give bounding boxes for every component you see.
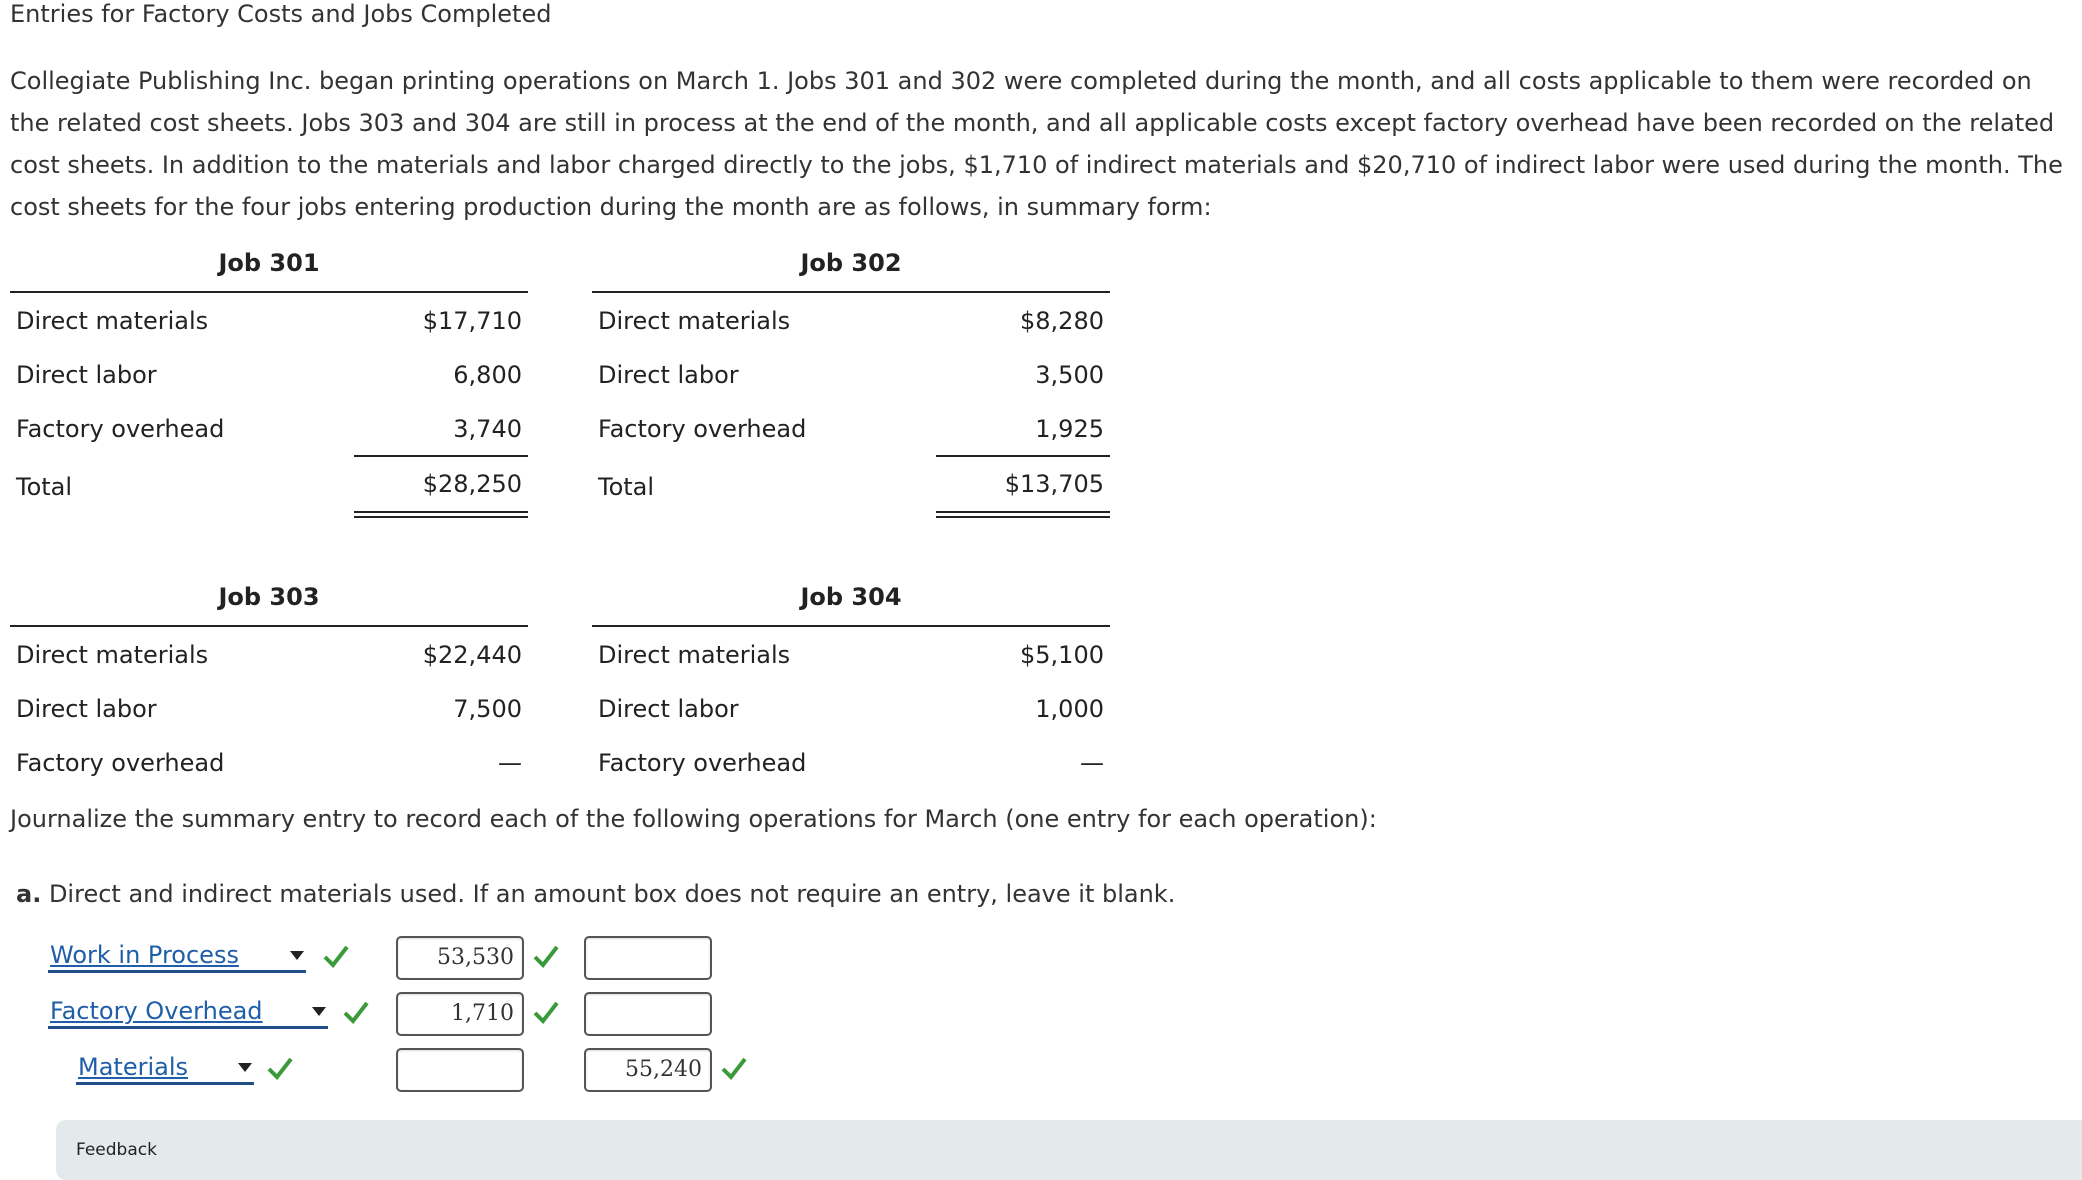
- job-302-dm-label: Direct materials: [598, 307, 791, 335]
- page-title: Entries for Factory Costs and Jobs Completed: [10, 0, 552, 28]
- job-302-fo-label: Factory overhead: [598, 415, 807, 443]
- job-301-dl-value: 6,800: [453, 361, 522, 389]
- job-301-fo-value: 3,740: [453, 415, 522, 443]
- part-a-text: Direct and indirect materials used. If an amount box does not require an entry, leave it blank.: [48, 880, 1176, 908]
- check-icon: [532, 998, 560, 1026]
- check-icon: [266, 1054, 294, 1082]
- job-302-title: Job 302: [800, 249, 902, 277]
- job-302-dl-value: 3,500: [1035, 361, 1104, 389]
- job-302-header-rule: [592, 291, 1110, 293]
- account-select-2[interactable]: [48, 996, 328, 1029]
- job-304-dm-value: $5,100: [1020, 641, 1104, 669]
- job-302-total-double-rule: [936, 511, 1110, 518]
- job-301-title: Job 301: [218, 249, 320, 277]
- part-a-prompt: [16, 880, 1175, 908]
- account-select-3-value: Materials: [78, 1053, 189, 1081]
- job-303-fo-value: —: [498, 749, 522, 777]
- job-302-dl-label: Direct labor: [598, 361, 739, 389]
- account-select-1[interactable]: [48, 940, 306, 973]
- job-303-dl-label: Direct labor: [16, 695, 157, 723]
- job-303-dl-value: 7,500: [453, 695, 522, 723]
- job-301-header-rule: [10, 291, 528, 293]
- job-302-dm-value: $8,280: [1020, 307, 1104, 335]
- job-303-title: Job 303: [218, 583, 320, 611]
- chevron-down-icon: [238, 1063, 252, 1072]
- job-301-dl-label: Direct labor: [16, 361, 157, 389]
- job-303-fo-label: Factory overhead: [16, 749, 225, 777]
- job-301-dm-value: $17,710: [422, 307, 522, 335]
- job-304-dl-value: 1,000: [1035, 695, 1104, 723]
- account-select-3[interactable]: [76, 1052, 254, 1085]
- part-a-letter: a.: [16, 880, 42, 908]
- job-303-header-rule: [10, 625, 528, 627]
- job-301-dm-label: Direct materials: [16, 307, 209, 335]
- check-icon: [720, 1054, 748, 1082]
- chevron-down-icon: [290, 951, 304, 960]
- check-icon: [342, 998, 370, 1026]
- credit-input-2[interactable]: [584, 992, 712, 1036]
- job-304-dm-label: Direct materials: [598, 641, 791, 669]
- account-select-1-value: Work in Process: [50, 941, 239, 969]
- job-304-fo-value: —: [1080, 749, 1104, 777]
- job-304-dl-label: Direct labor: [598, 695, 739, 723]
- job-301-fo-label: Factory overhead: [16, 415, 225, 443]
- job-302-subtotal-rule: [936, 455, 1110, 457]
- feedback-panel: [56, 1120, 2082, 1180]
- check-icon: [532, 942, 560, 970]
- credit-input-3[interactable]: 55,240: [584, 1048, 712, 1092]
- account-select-2-value: Factory Overhead: [50, 997, 263, 1025]
- check-icon: [322, 942, 350, 970]
- job-303-dm-value: $22,440: [422, 641, 522, 669]
- journal-instruction: Journalize the summary entry to record each of the following operations for March (one entry for each operation):: [10, 805, 1377, 833]
- job-301-total-value: $28,250: [422, 470, 522, 498]
- job-301-subtotal-rule: [354, 455, 528, 457]
- debit-input-1[interactable]: 53,530: [396, 936, 524, 980]
- debit-input-2[interactable]: 1,710: [396, 992, 524, 1036]
- chevron-down-icon: [312, 1007, 326, 1016]
- job-303-dm-label: Direct materials: [16, 641, 209, 669]
- job-302-total-value: $13,705: [1004, 470, 1104, 498]
- job-301-total-double-rule: [354, 511, 528, 518]
- job-304-fo-label: Factory overhead: [598, 749, 807, 777]
- job-302-total-label: Total: [598, 473, 655, 501]
- debit-input-3[interactable]: [396, 1048, 524, 1092]
- job-301-total-label: Total: [16, 473, 73, 501]
- job-304-header-rule: [592, 625, 1110, 627]
- credit-input-1[interactable]: [584, 936, 712, 980]
- job-304-title: Job 304: [800, 583, 902, 611]
- feedback-label: Feedback: [76, 1140, 157, 1160]
- job-302-fo-value: 1,925: [1035, 415, 1104, 443]
- problem-intro: Collegiate Publishing Inc. began printing operations on March 1. Jobs 301 and 302 were completed during the month, and all costs applicable to them were recorded on the related cost sheets. Jobs 303 and 304 are still in process at the end of the month, and all applicable costs except factory overhead have been recorded on the related cost sheets. In addition to the materials and labor charged directly to the jobs, $1,710 of indirect materials and $20,710 of indirect labor were used during the month. The cost sheets for the four jobs entering production during the month are as follows, in summary form:: [10, 67, 2063, 221]
